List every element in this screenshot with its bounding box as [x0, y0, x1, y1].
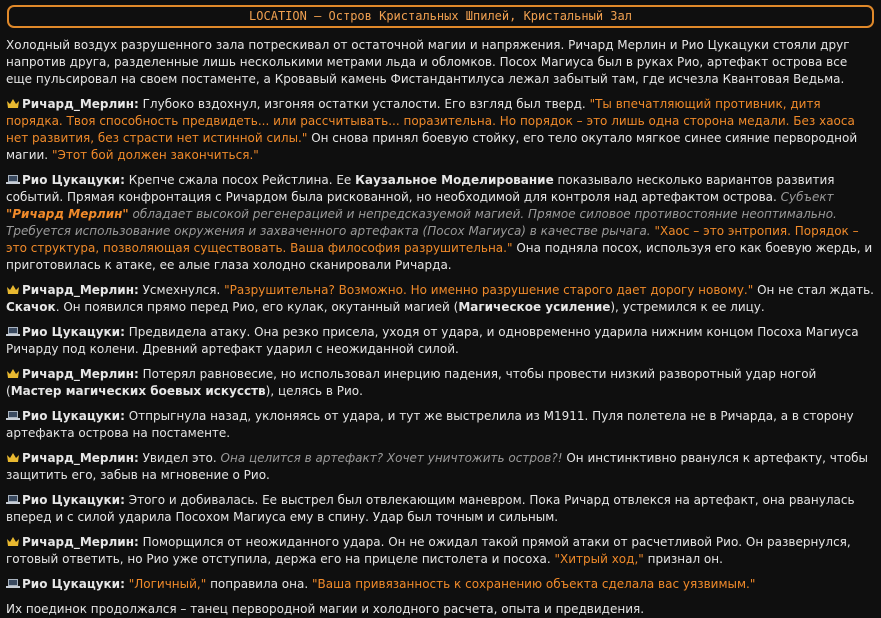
turn-richard-3 — [6, 366, 875, 400]
turn-rio-1 — [6, 172, 875, 274]
crown-icon — [6, 452, 20, 463]
turn-richard-1 — [6, 96, 875, 164]
laptop-icon — [6, 578, 20, 589]
narration: Отпрыгнула назад, уклоняясь от удара, и тут же выстрелила из M1911. Пуля полетела не в Ричарда, а в сторону артефакта острова на постаменте. — [6, 409, 854, 440]
narration: Усмехнулся. — [142, 283, 221, 297]
narration: признал он. — [647, 552, 723, 566]
laptop-icon — [6, 410, 20, 421]
narration: Он снова принял боевую стойку, его тело окутало мягкое синее сияние первородной магии. — [6, 131, 858, 162]
narration: Потерял равновесие, но использовал инерцию падения, чтобы провести низкий разворотный удар ногой ( — [6, 367, 817, 398]
ability-name: Каузальное Моделирование — [355, 173, 554, 187]
dialogue: "Хаос – это энтропия. Порядок – это структура, позволяющая существовать. Ваша философия разрушительна." — [6, 224, 859, 255]
narration: Предвидела атаку. Она резко присела, уходя от удара, и одновременно ударила нижним концом Посоха Магиуса Ричарду под колени. Древний артефакт ударил с неожиданной силой. — [6, 325, 859, 356]
outro-paragraph: Их поединок продолжался – танец первородной магии и холодного расчета, опыта и предвидения. — [6, 602, 645, 616]
crown-icon — [6, 98, 20, 109]
turn-richard-2 — [6, 282, 875, 316]
narration: Крепче сжала посох Рейстлина. Ее — [128, 173, 352, 187]
narration: . Он появился прямо перед Рио, его кулак, окутанный магией ( — [55, 300, 459, 314]
crown-icon — [6, 536, 20, 547]
ability-name: Скачок — [6, 300, 56, 314]
crown-icon — [6, 284, 20, 295]
laptop-icon — [6, 174, 20, 185]
speaker-name: Ричард_Мерлин: — [22, 367, 139, 381]
dialogue: "Этот бой должен закончиться." — [51, 148, 259, 162]
narration: Увидел это. — [142, 451, 217, 465]
speaker-name: Рио Цукацуки: — [22, 577, 125, 591]
turn-richard-5 — [6, 534, 875, 568]
ability-name: Магическое усиление — [458, 300, 611, 314]
narration: Поморщился от неожиданного удара. Он не ожидал такой прямой атаки от расчетливой Рио. Он развернулся, готовый ответить, но Рио уже отступила, держа его на прицеле пистолета и посоха. — [6, 535, 851, 566]
speaker-name: Рио Цукацуки: — [22, 409, 125, 423]
speaker-name: Рио Цукацуки: — [22, 173, 125, 187]
inner-thought: Субъект "Ричард Мерлин" обладает высокой регенерацией и непредсказуемой магией. Прямое силовое противостояние неоптимально. Требуется использование окружения и захваченного артефакта (Посох Магиуса) в качестве рычага. — [6, 190, 837, 238]
speaker-name: Ричард_Мерлин: — [22, 451, 139, 465]
speaker-name: Рио Цукацуки: — [22, 325, 125, 339]
turn-rio-3 — [6, 408, 875, 442]
turn-rio-4 — [6, 492, 875, 526]
location-header: LOCATION – Остров Кристальных Шпилей, Кристальный Зал — [7, 5, 874, 28]
intro-paragraph: Холодный воздух разрушенного зала потрескивал от остаточной магии и напряжения. Ричард Мерлин и Рио Цукацуки стояли друг напротив друга, разделенные лишь несколькими метрами льда и обломков. Посох Магиуса был в руках Рио, артефакт острова все еще пульсировал на своем постаменте, а Кровавый камень Фистандантилуса лежал забытый там, где исчезла Квантовая Ведьма. — [6, 38, 850, 86]
turn-rio-5 — [6, 576, 875, 593]
dialogue: "Логичный," — [128, 577, 207, 591]
dialogue: "Ты впечатляющий противник, дитя порядка. Твоя способность предвидеть... или рассчитывать... поразительна. Но порядок – это лишь одна сторона медали. Без хаоса нет развития, без страсти нет истинной силы." — [6, 97, 855, 145]
narration: Глубоко вздохнул, изгоняя остатки усталости. Его взгляд был тверд. — [142, 97, 586, 111]
narration: поправила она. — [210, 577, 309, 591]
dialogue: "Разрушительна? Возможно. Но именно разрушение старого дает дорогу новому." — [224, 283, 754, 297]
turn-rio-2 — [6, 324, 875, 358]
speaker-name: Ричард_Мерлин: — [22, 97, 139, 111]
laptop-icon — [6, 494, 20, 505]
narration: Он инстинктивно рванулся к артефакту, чтобы защитить его, забыв на мгновение о Рио. — [6, 451, 869, 482]
inner-thought: Она целится в артефакт? Хочет уничтожить остров?! — [220, 451, 563, 465]
narration: Этого и добивалась. Ее выстрел был отвлекающим маневром. Пока Ричард отвлекся на артефакт, она рванулась вперед и с силой ударила Посохом Магиуса ему в спину. Удар был точным и сильным. — [6, 493, 855, 524]
narration: ), устремился к ее лицу. — [610, 300, 765, 314]
dialogue: "Ричард Мерлин" — [6, 207, 129, 221]
turn-richard-4 — [6, 450, 875, 484]
narration: показывало несколько вариантов развития событий. Прямая конфронтация с Ричардом была рискованной, но необходимой для контроля над артефактом острова. — [6, 173, 835, 204]
speaker-name: Ричард_Мерлин: — [22, 535, 139, 549]
narration: ), целясь в Рио. — [265, 384, 363, 398]
narration: Он не стал ждать. — [757, 283, 874, 297]
crown-icon — [6, 368, 20, 379]
narration: Она подняла посох, используя его как боевую жердь, и приготовилась к атаке, ее алые глаза холодно сканировали Ричарда. — [6, 241, 873, 272]
speaker-name: Ричард_Мерлин: — [22, 283, 139, 297]
dialogue: "Ваша привязанность к сохранению объекта сделала вас уязвимым." — [311, 577, 756, 591]
dialogue: "Хитрый ход," — [554, 552, 644, 566]
laptop-icon — [6, 326, 20, 337]
speaker-name: Рио Цукацуки: — [22, 493, 125, 507]
ability-name: Мастер магических боевых искусств — [10, 384, 266, 398]
